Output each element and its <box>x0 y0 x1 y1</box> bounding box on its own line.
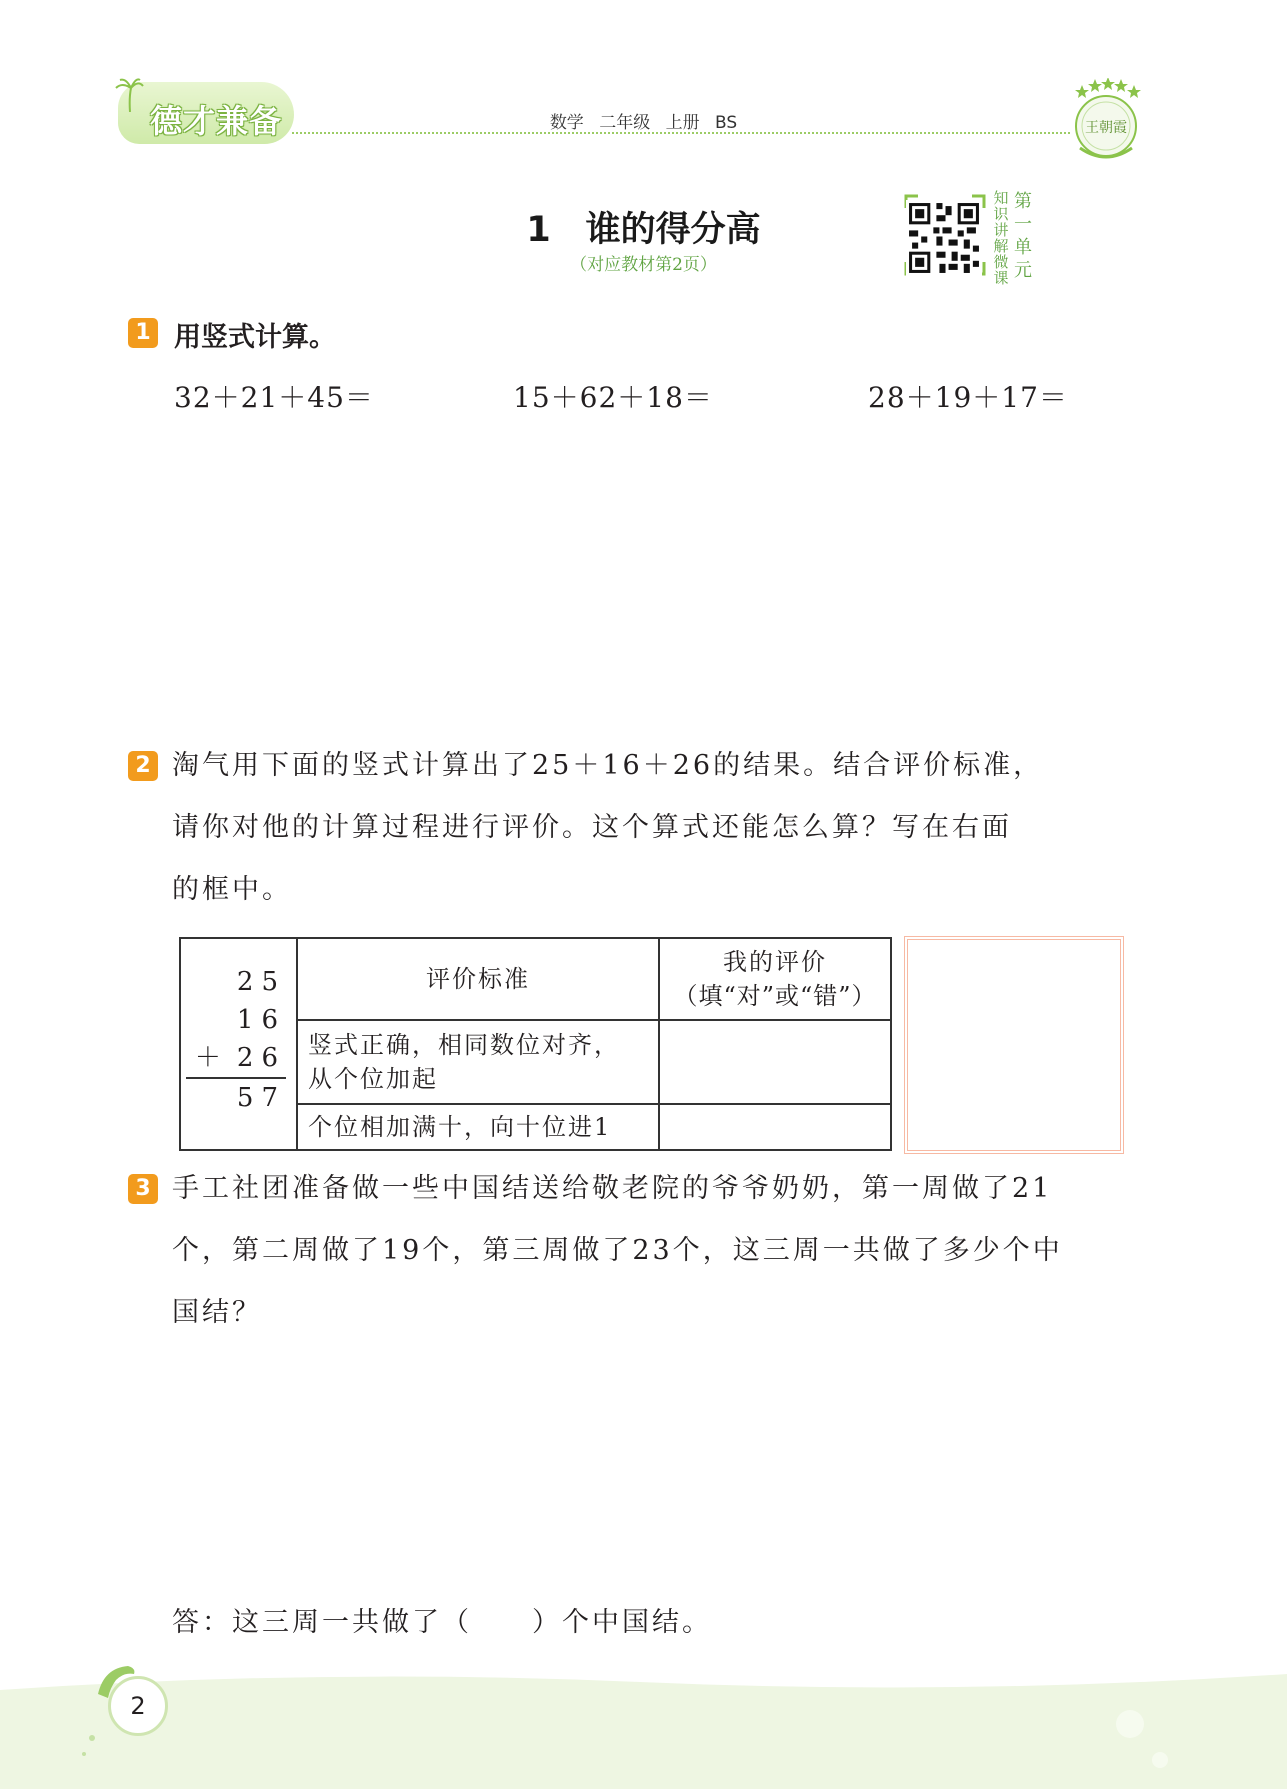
sum-result: 57 <box>236 1083 286 1113</box>
criteria-cell <box>297 1020 659 1104</box>
evaluation-answer-cell[interactable] <box>659 1020 891 1104</box>
page-number: 2 <box>108 1676 168 1736</box>
brand-logo-text: 德才兼备 <box>150 102 283 140</box>
question-number-badge: 3 <box>128 1174 158 1204</box>
subject-label: 数学 <box>549 113 584 133</box>
question-3-line: 国结？ <box>172 1297 262 1328</box>
question-3-line: 个，第二周做了19个，第三周做了23个，这三周一共做了多少个中 <box>172 1235 1063 1266</box>
answer-prefix: 答：这三周一共做了（ <box>172 1607 472 1638</box>
my-evaluation-header <box>659 938 891 1020</box>
evaluation-table <box>179 937 892 1151</box>
question-2-text <box>172 735 1172 921</box>
addend-3: 26 <box>236 1043 286 1073</box>
answer-suffix: ）个中国结。 <box>532 1607 712 1638</box>
evaluation-answer-cell[interactable] <box>659 1104 891 1150</box>
question-number-badge: 2 <box>128 751 158 781</box>
question-1-title: 用竖式计算。 <box>174 322 336 353</box>
question-3-line: 手工社团准备做一些中国结送给敬老院的爷爷奶奶，第一周做了21 <box>172 1173 1053 1204</box>
qr-code-icon[interactable] <box>906 200 982 276</box>
alternative-method-box[interactable] <box>904 936 1124 1154</box>
criteria-header <box>297 938 659 1020</box>
expression-2: 15＋62＋18＝ <box>513 381 713 414</box>
criteria-text: 竖式正确，相同数位对齐， <box>308 1031 620 1059</box>
criteria-text: 从个位加起 <box>308 1065 438 1093</box>
edition-label: BS <box>715 113 738 133</box>
question-2-line: 的框中。 <box>172 874 292 905</box>
evaluation-header-line: （填“对”或“错”） <box>673 982 877 1010</box>
footer-decoration <box>0 1668 1287 1789</box>
question-2-line: 淘气用下面的竖式计算出了25＋16＋26的结果。结合评价标准， <box>172 750 1044 781</box>
answer-sentence <box>172 1592 712 1654</box>
criteria-text: 个位相加满十，向十位进1 <box>308 1113 612 1141</box>
criteria-cell <box>297 1104 659 1150</box>
volume-label: 上册 <box>665 113 700 133</box>
plus-sign: ＋ <box>194 1043 229 1073</box>
question-number-badge: 1 <box>128 318 158 348</box>
palm-tree-icon <box>114 78 144 112</box>
svg-text:王朝霞: 王朝霞 <box>1085 120 1127 136</box>
addend-1: 25 <box>236 967 286 997</box>
vertical-calculation <box>180 938 297 1150</box>
question-3-text <box>172 1158 1172 1344</box>
evaluation-header-line: 我的评价 <box>723 948 827 976</box>
grade-label: 二年级 <box>599 113 651 133</box>
lesson-title: 1 谁的得分高 <box>526 210 761 250</box>
expression-1: 32＋21＋45＝ <box>174 381 374 414</box>
expression-3: 28＋19＋17＝ <box>868 381 1068 414</box>
unit-label: 第一单元 <box>1014 191 1032 281</box>
criteria-header-text: 评价标准 <box>426 965 530 993</box>
author-seal-icon <box>1066 78 1146 162</box>
lesson-subtitle: （对应教材第2页） <box>570 255 717 275</box>
addend-2: 16 <box>236 1005 286 1035</box>
qr-caption: 知识讲解微课 <box>993 189 1009 287</box>
question-2-line: 请你对他的计算过程进行评价。这个算式还能怎么算？写在右面 <box>172 812 1012 843</box>
